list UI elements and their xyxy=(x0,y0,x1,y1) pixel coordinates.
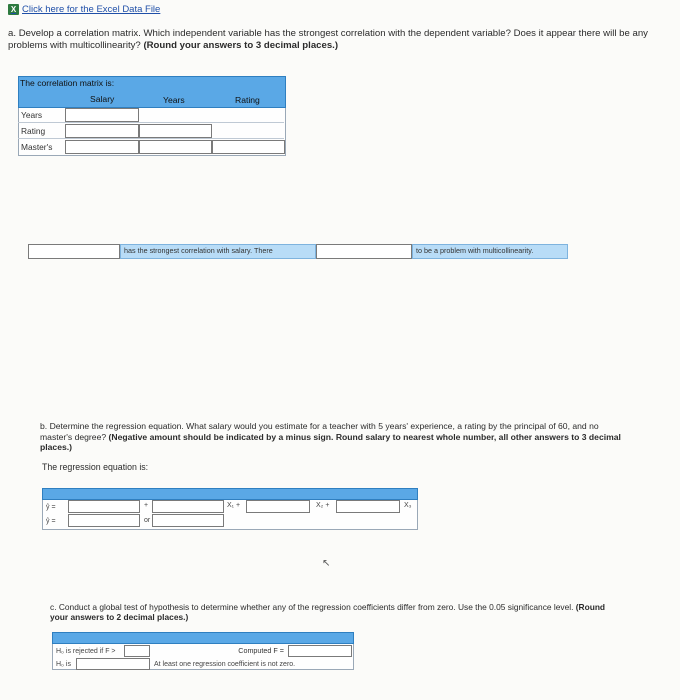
b1-input[interactable] xyxy=(152,500,224,513)
x1-term: X₁ + xyxy=(227,502,241,509)
part-c-question xyxy=(50,602,610,622)
sentence-strongest: has the strongest correlation with salary. There xyxy=(120,244,316,259)
part-b-text: Determine the regression equation. What salary would you estimate for a teacher with 5 years' experience, a rating by the principal of 60, and no master's degree? xyxy=(40,421,599,442)
x2-term: X₂ + xyxy=(316,502,330,509)
strongest-variable-select[interactable] xyxy=(28,244,120,259)
corr-masters-years-input[interactable] xyxy=(139,140,212,154)
matrix-title: The correlation matrix is: xyxy=(20,78,115,88)
corr-masters-rating-input[interactable] xyxy=(212,140,285,154)
b3-input[interactable] xyxy=(336,500,400,513)
plus-sign: + xyxy=(144,502,149,509)
yhat-label-2: ŷ = xyxy=(46,518,56,525)
critical-f-input[interactable] xyxy=(124,645,150,657)
hypothesis-header xyxy=(52,632,354,644)
equation-label: The regression equation is: xyxy=(42,462,149,472)
computed-f-label: Computed F = xyxy=(151,645,287,657)
matrix-gridline xyxy=(18,122,284,123)
excel-file-icon: X xyxy=(8,4,19,15)
corr-years-salary-input[interactable] xyxy=(65,108,139,122)
row-masters: Master's xyxy=(21,142,53,152)
part-a-prefix: a. xyxy=(8,28,17,39)
corr-rating-salary-input[interactable] xyxy=(65,124,139,138)
h0-decision-select[interactable] xyxy=(76,658,150,670)
row-years: Years xyxy=(21,110,43,120)
column-rating: Rating xyxy=(235,95,260,105)
corr-rating-years-input[interactable] xyxy=(139,124,212,138)
salary-alt-input[interactable] xyxy=(152,514,224,527)
column-years: Years xyxy=(163,95,185,105)
matrix-gridline xyxy=(18,138,284,139)
part-a-text: Develop a correlation matrix. Which independent variable has the strongest correlation with the dependent variable? Does it appear there will be any problems with multicollinearity? xyxy=(8,28,648,51)
part-a-rounding: (Round your answers to 3 decimal places.) xyxy=(143,40,339,51)
h0-rejected-label: H₀ is rejected if F > xyxy=(56,648,116,655)
at-least-one-text: At least one regression coefficient is not zero. xyxy=(154,661,296,668)
part-c-rounding: (Round your answers to 2 decimal places.) xyxy=(50,602,606,622)
x3-term: X₃ xyxy=(404,502,412,509)
part-b-prefix: b. xyxy=(40,421,48,431)
estimated-salary-input[interactable] xyxy=(68,514,140,527)
part-b-rounding: (Negative amount should be indicated by a minus sign. Round salary to nearest whole number, all other answers to 3 decimal places.) xyxy=(40,431,621,452)
part-b-question xyxy=(40,421,625,453)
or-text: or xyxy=(144,517,151,524)
corr-masters-salary-input[interactable] xyxy=(65,140,139,154)
regression-header xyxy=(42,488,418,500)
intercept-input[interactable] xyxy=(68,500,140,513)
row-rating: Rating xyxy=(21,126,46,136)
sentence-multicollinearity: to be a problem with multicollinearity. xyxy=(412,244,568,259)
multicollinearity-select[interactable] xyxy=(316,244,412,259)
h0-is-label: H₀ is xyxy=(56,661,71,668)
part-c-text: Conduct a global test of hypothesis to determine whether any of the regression coefficients differ from zero. Use the 0.05 significance level. xyxy=(58,602,574,612)
excel-link-text[interactable]: Click here for the Excel Data File xyxy=(22,4,161,15)
column-salary: Salary xyxy=(90,94,115,104)
cursor-icon: ↖ xyxy=(322,558,331,569)
part-c-prefix: c. xyxy=(50,602,57,612)
yhat-label-1: ŷ = xyxy=(46,504,56,511)
computed-f-input[interactable] xyxy=(288,645,352,657)
b2-input[interactable] xyxy=(246,500,310,513)
part-a-question xyxy=(8,28,658,52)
excel-data-link[interactable] xyxy=(8,4,160,15)
